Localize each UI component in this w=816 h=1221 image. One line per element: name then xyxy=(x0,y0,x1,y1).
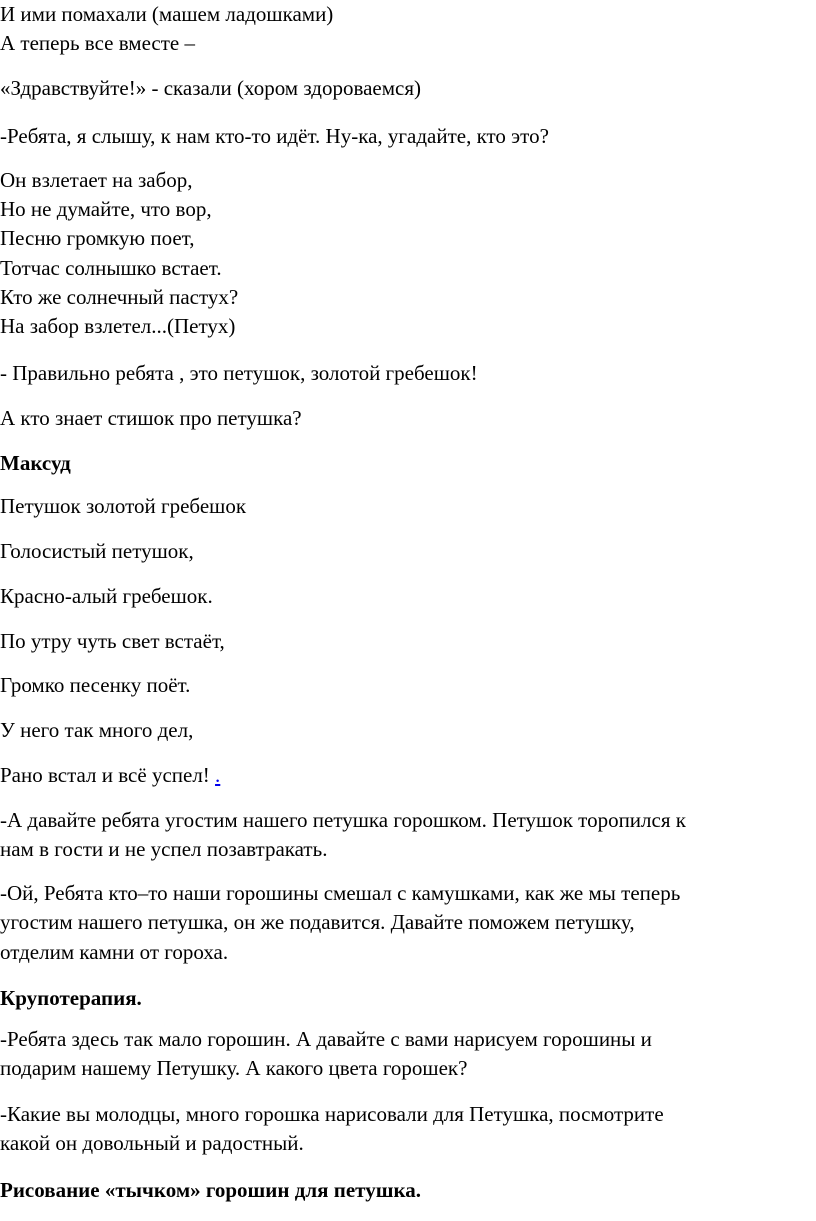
section-heading: Крупотерапия. xyxy=(0,986,142,1010)
text-line: какой он довольный и радостный. xyxy=(0,1131,304,1155)
poem-line: Красно-алый гребешок. xyxy=(0,584,213,608)
poem-title: Петушок золотой гребешок xyxy=(0,494,247,518)
footnote-link[interactable]: . xyxy=(215,763,221,787)
text-line: А кто знает стишок про петушка? xyxy=(0,406,302,430)
poem-line: Но не думайте, что вор, xyxy=(0,197,212,221)
text-line: -Ой, Ребята кто–то наши горошины смешал с камушками, как же мы теперь xyxy=(0,881,681,905)
text-line: -Ребята здесь так мало горошин. А давайте с вами нарисуем горошины и xyxy=(0,1027,652,1051)
poem-line-text: Рано встал и всё успел! xyxy=(0,763,216,787)
poem-line: У него так много дел, xyxy=(0,718,194,742)
poem-line-with-link xyxy=(0,761,220,790)
text-line: отделим камни от гороха. xyxy=(0,940,229,964)
text-line: -Ребята, я слышу, к нам кто-то идёт. Ну-ка, угадайте, кто это? xyxy=(0,124,549,148)
poem-line: Тотчас солнышко встает. xyxy=(0,256,222,280)
text-line: нам в гости и не успел позавтракать. xyxy=(0,837,328,861)
text-line: А теперь все вместе – xyxy=(0,31,195,55)
poem-line: Громко песенку поёт. xyxy=(0,673,191,697)
poem-line: Кто же солнечный пастух? xyxy=(0,285,239,309)
text-line: угостим нашего петушка, он же подавится. Давайте поможем петушку, xyxy=(0,910,635,934)
text-line: -Какие вы молодцы, много горошка нарисовали для Петушка, посмотрите xyxy=(0,1102,664,1126)
text-line: -А давайте ребята угостим нашего петушка горошком. Петушок торопился к xyxy=(0,808,686,832)
speaker-heading: Максуд xyxy=(0,451,71,475)
text-line: подарим нашему Петушку. А какого цвета горошек? xyxy=(0,1056,468,1080)
poem-line: Голосистый петушок, xyxy=(0,539,194,563)
text-line: И ими помахали (машем ладошками) xyxy=(0,2,334,26)
poem-line: На забор взлетел...(Петух) xyxy=(0,314,236,338)
poem-line: Он взлетает на забор, xyxy=(0,168,193,192)
poem-line: По утру чуть свет встаёт, xyxy=(0,629,225,653)
poem-line: Песню громкую поет, xyxy=(0,226,195,250)
section-heading: Рисование «тычком» горошин для петушка. xyxy=(0,1178,421,1202)
text-line: - Правильно ребята , это петушок, золотой гребешок! xyxy=(0,361,478,385)
text-line: «Здравствуйте!» - сказали (хором здороваемся) xyxy=(0,76,421,100)
